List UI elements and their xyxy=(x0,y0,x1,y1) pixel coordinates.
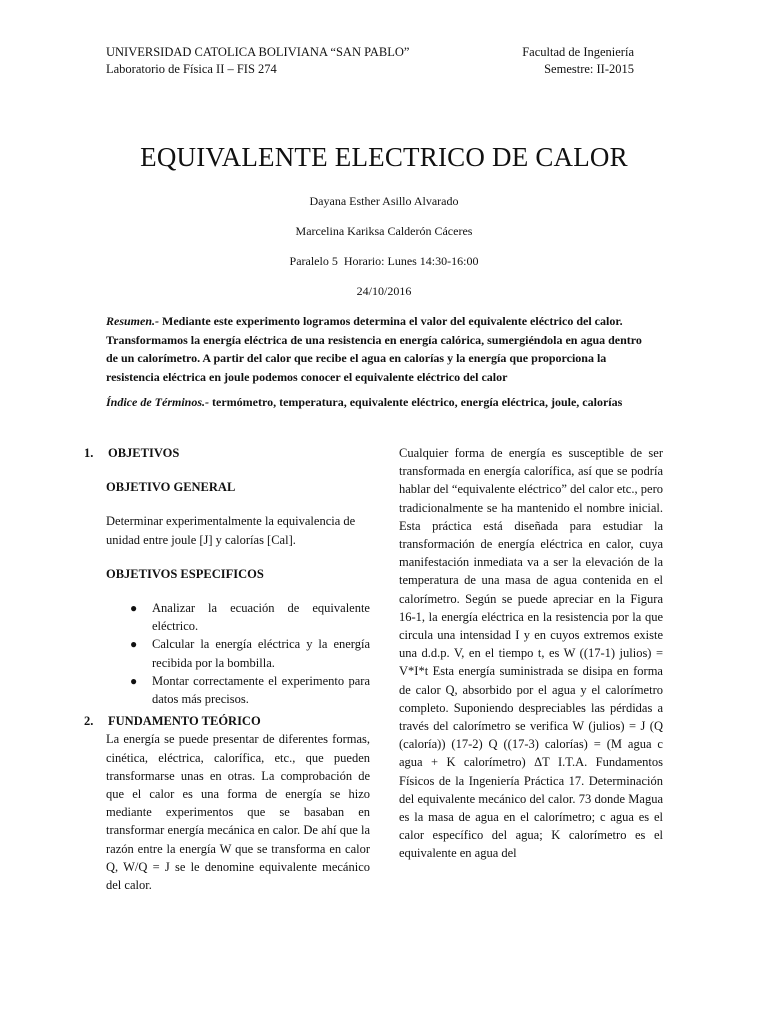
section-number: 1. xyxy=(84,446,94,460)
list-item: ● Calcular la energía eléctrica y la energía recibida por la bombilla. xyxy=(130,637,370,670)
section-title: FUNDAMENTO TEÓRICO xyxy=(108,714,261,729)
section-fundamento-heading xyxy=(84,712,370,730)
header-right xyxy=(522,44,634,78)
abstract-text: Mediante este experimento logramos determina el valor del equivalente eléctrico del calor. Transformamos la energía eléctrica de una resistencia en energía calórica, sumergiéndola en agua dentro de un calorímetro. A partir del calor que recibe el agua en calorías y la energía que proporciona la resistencia eléctrica en joule podemos conocer el equivalente eléctrico del calor xyxy=(106,314,642,384)
list-item: ● Montar correctamente el experimento para datos más precisos. xyxy=(130,673,370,707)
faculty-name: Facultad de Ingeniería xyxy=(522,45,634,59)
abstract xyxy=(106,312,654,386)
section-title: OBJETIVOS xyxy=(108,446,180,460)
index-terms-label: Índice de Términos.- xyxy=(106,395,209,409)
author-2: Marcelina Kariksa Calderón Cáceres xyxy=(295,224,473,238)
left-column xyxy=(84,444,370,894)
fundamento-text: La energía se puede presentar de diferentes formas, cinética, eléctrica, calorífica, etc., que pueden transformarse unas en otras. La comprobación de que el calor es una forma de energía se hizo mediante experimentos que se basaban en transformar energía mecánica en calor. De ahí que la razón entre la energía W que se transforma en calor Q, W/Q = J se le denomine equivalente mecánico del calor. xyxy=(106,732,370,893)
general-objective-text: Determinar experimentalmente la equivalencia de unidad entre joule [J] y calorías [Cal]. xyxy=(106,514,356,547)
university-name: UNIVERSIDAD CATOLICA BOLIVIANA “SAN PABLO” xyxy=(106,45,410,59)
schedule: Paralelo 5 Horario: Lunes 14:30-16:00 xyxy=(289,254,479,268)
specific-objectives-list xyxy=(84,599,370,708)
index-terms xyxy=(106,393,654,412)
right-column-text: Cualquier forma de energía es susceptible de ser transformada en energía calorífica, así que se podría hablar del “equivalente eléctrico” del calor etc., pero tradicionalmente se ha mantenido el nombre inicial. Esta práctica está diseñada para estudiar la transformación de energía eléctrica en calor, cuya manifestación inmediata va a ser la elevación de la temperatura de una masa de agua contenida en el calorímetro. Según se puede apreciar en la Figura 16-1, la energía eléctrica en la resistencia por la que circula una intensidad I y en cuyos extremos existe una d.d.p. V, en el tiempo t, es W ((17-1) julios) = V*I*t Esta energía suministrada se disipa en forma de calor Q, absorbido por el agua y el calorímetro completo. Suponiendo despreciables las pérdidas a través del calorímetro se verifica W (julios) = J (Q (caloría)) (17-2) Q ((17-3) calorías) = (M agua c agua + K calorímetro) ΔT I.T.A. Fundamentos Físicos de la Ingeniería Práctica 17. Determinación del equivalente mecánico del calor. 73 donde Magua es la masa de agua en el calorímetro; c agua es el calor específico del agua; K calorímetro es el equivalente en agua del xyxy=(399,446,663,861)
abstract-label: Resumen.- xyxy=(106,314,160,328)
section-objetivos-heading xyxy=(84,444,370,462)
specific-objectives-heading: OBJETIVOS ESPECIFICOS xyxy=(106,566,264,581)
semester: Semestre: II-2015 xyxy=(544,62,634,76)
bullet-icon: ● xyxy=(130,673,138,688)
index-terms-text: termómetro, temperatura, equivalente eléctrico, energía eléctrica, joule, calorías xyxy=(209,395,623,409)
lab-name: Laboratorio de Física II – FIS 274 xyxy=(106,62,277,76)
list-item: ● Analizar la ecuación de equivalente eléctrico. xyxy=(130,601,370,634)
author-1: Dayana Esther Asillo Alvarado xyxy=(309,194,459,208)
section-number: 2. xyxy=(84,714,94,729)
document-date: 24/10/2016 xyxy=(356,284,412,298)
bullet-icon: ● xyxy=(130,637,138,652)
header-left xyxy=(106,44,409,78)
document-title: EQUIVALENTE ELECTRICO DE CALOR xyxy=(140,142,628,172)
bullet-icon: ● xyxy=(130,601,138,616)
general-objective-heading: OBJETIVO GENERAL xyxy=(106,480,236,495)
